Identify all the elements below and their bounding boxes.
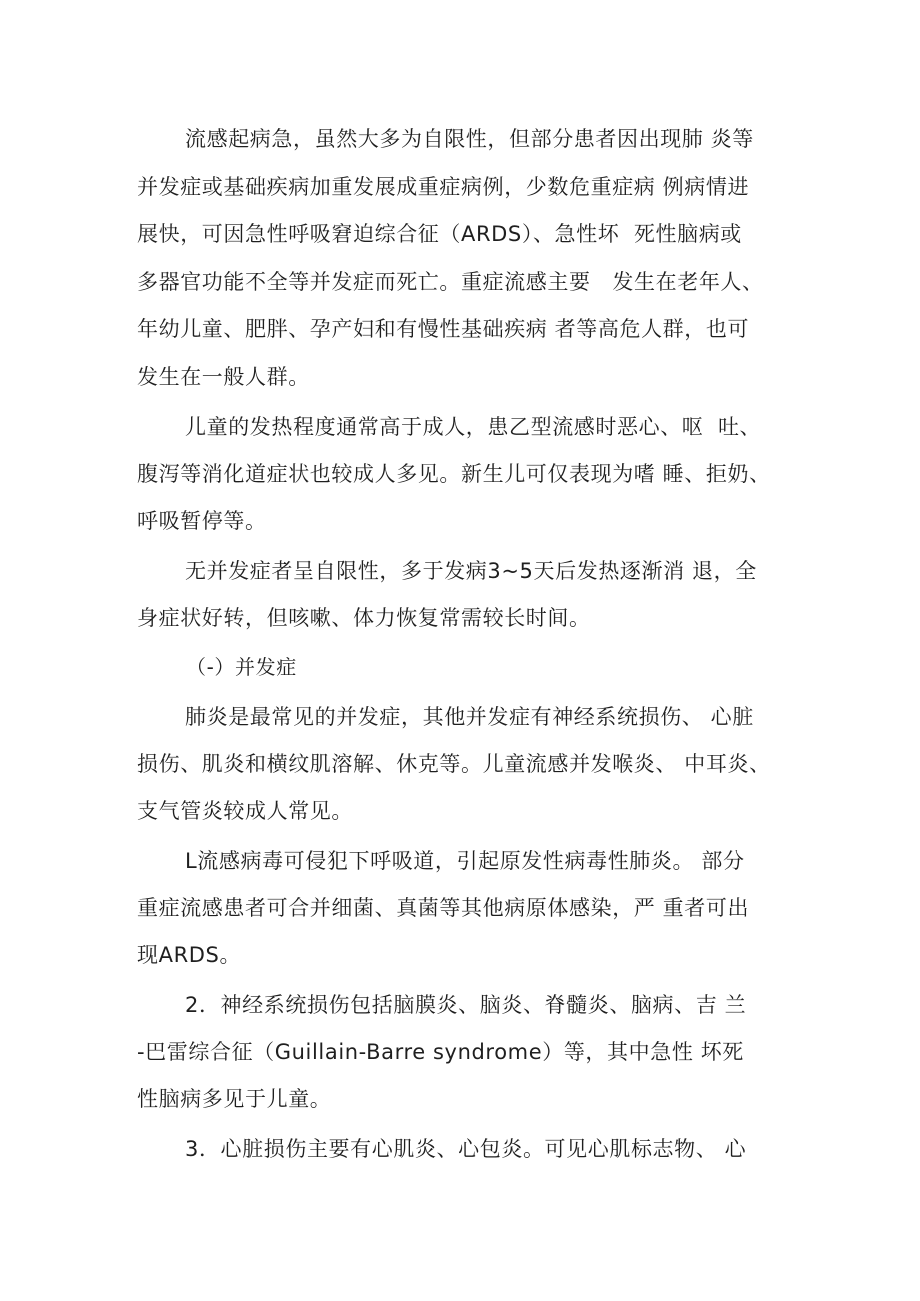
text-line: 年幼儿童、肥胖、孕产妇和有慢性基础疾病 者等高危人群，也可 (137, 317, 750, 341)
text-line: 发生在一般人群。 (137, 365, 310, 389)
text-line: 3．心脏损伤主要有心肌炎、心包炎。可见心肌标志物、 心 (185, 1137, 747, 1161)
text-line: 重症流感患者可合并细菌、真菌等其他病原体感染，严 重者可出 (137, 896, 750, 920)
text-line: 儿童的发热程度通常高于成人，患乙型流感时恶心、呕 吐、 (185, 415, 762, 439)
text-line: 腹泻等消化道症状也较成人多见。新生儿可仅表现为嗜 睡、拒奶、 (137, 462, 771, 486)
text-line: 多器官功能不全等并发症而死亡。重症流感主要 发生在老年人、 (137, 270, 764, 294)
text-line: 无并发症者呈自限性，多于发病3~5天后发热逐渐消 退，全 (185, 559, 757, 583)
text-line: 流感起病急，虽然大多为自限性，但部分患者因出现肺 炎等 (185, 127, 754, 151)
text-line: 性脑病多见于儿童。 (137, 1087, 332, 1111)
text-line: 2．神经系统损伤包括脑膜炎、脑炎、脊髓炎、脑病、吉 兰 (185, 993, 747, 1017)
text-line: L流感病毒可侵犯下呼吸道，引起原发性病毒性肺炎。 部分 (185, 849, 745, 873)
text-line: 呼吸暂停等。 (137, 509, 267, 533)
section-heading: （-）并发症 (186, 655, 297, 679)
text-line: 身症状好转，但咳嗽、体力恢复常需较长时间。 (137, 606, 591, 630)
text-line: 展快，可因急性呼吸窘迫综合征（ARDS）、急性坏 死性脑病或 (137, 222, 742, 246)
text-line: 肺炎是最常见的并发症，其他并发症有神经系统损伤、 心脏 (185, 705, 754, 729)
text-line: 并发症或基础疾病加重发展成重症病例，少数危重症病 例病情进 (137, 175, 750, 199)
text-line: 支气管炎较成人常见。 (137, 799, 353, 823)
text-line: -巴雷综合征（Guillain-Barre syndrome）等，其中急性 坏死 (137, 1040, 744, 1064)
text-line: 现ARDS。 (137, 943, 242, 967)
text-line: 损伤、肌炎和横纹肌溶解、休克等。儿童流感并发喉炎、 中耳炎、 (137, 752, 771, 776)
